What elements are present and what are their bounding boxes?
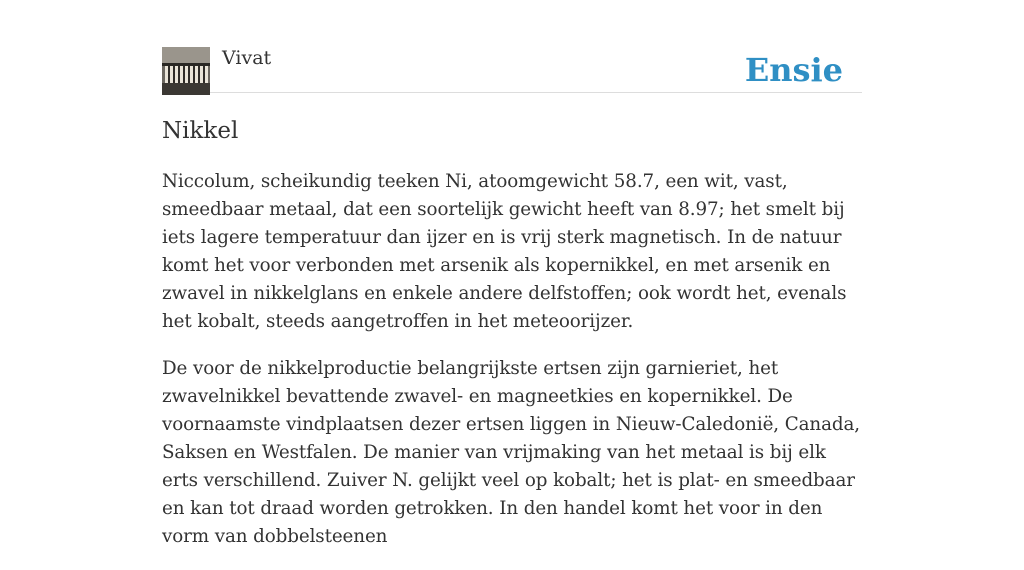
article-paragraph: Niccolum, scheikundig teeken Ni, atoomgewicht 58.7, een wit, vast, smeedbaar metaal, dat een soortelijk gewicht heeft van 8.97; het smelt bij iets lagere temperatuur dan ijzer en is vrij sterk magnetisch. In de natuur komt het voor verbonden met arsenik als kopernikkel, en met arsenik en zwavel in nikkelglans en enkele andere delfstoffen; ook wordt het, evenals het kobalt, steeds aangetroffen in het meteoorijzer.	[162, 171, 847, 332]
site-header	[162, 46, 862, 93]
author-avatar[interactable]	[162, 47, 210, 95]
bookshelf-avatar-icon	[162, 47, 210, 95]
article-paragraph: De voor de nikkelproductie belangrijkste ertsen zijn garnieriet, het zwavelnikkel bevattende zwavel- en magneetkies en kopernikkel. De voornaamste vindplaatsen dezer ertsen liggen in Nieuw-Caledonië, Canada, Saksen en Westfalen. De manier van vrijmaking van het metaal is bij elk erts verschillend. Zuiver N. gelijkt veel op kobalt; het is plat- en smeedbaar en kan tot draad worden getrokken. In den handel komt het voor in den vorm van dobbelsteenen	[162, 358, 860, 547]
author-name[interactable]: Vivat	[222, 47, 272, 69]
article-body	[162, 168, 862, 570]
article-title: Nikkel	[162, 118, 239, 144]
ensie-logo[interactable]: Ensie	[744, 51, 843, 89]
